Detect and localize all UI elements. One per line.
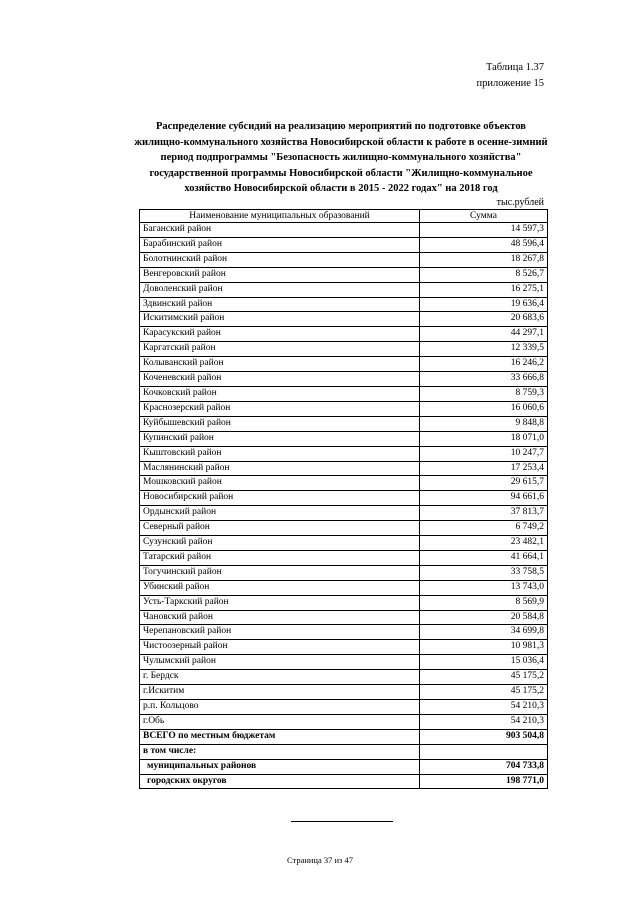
subsidy-sum: 10 247,7 — [420, 446, 548, 461]
subsidy-sum: 8 526,7 — [420, 267, 548, 282]
table-row — [140, 714, 548, 729]
subsidy-sum: 20 683,6 — [420, 312, 548, 327]
subsidy-sum: 94 661,6 — [420, 491, 548, 506]
subsidy-sum: 9 848,8 — [420, 416, 548, 431]
municipality-name: Баганский район — [140, 223, 420, 238]
table-row — [140, 506, 548, 521]
table-row — [140, 565, 548, 580]
municipality-name: Убинский район — [140, 580, 420, 595]
subsidy-sum: 33 758,5 — [420, 565, 548, 580]
subsidy-sum: 54 210,3 — [420, 700, 548, 715]
municipality-name: Тогучинский район — [140, 565, 420, 580]
subsidy-sum: 16 275,1 — [420, 282, 548, 297]
table-row — [140, 223, 548, 238]
table-row — [140, 446, 548, 461]
table-label: Таблица 1.37 — [485, 62, 544, 73]
municipality-name: г.Искитим — [140, 685, 420, 700]
subsidy-sum: 12 339,5 — [420, 342, 548, 357]
subsidy-sum: 17 253,4 — [420, 461, 548, 476]
municipality-name: Чистоозерный район — [140, 640, 420, 655]
table-row — [140, 655, 548, 670]
municipality-name: Чулымский район — [140, 655, 420, 670]
table-row — [140, 282, 548, 297]
municipality-name: Куйбышевский район — [140, 416, 420, 431]
subsidy-sum: 45 175,2 — [420, 670, 548, 685]
subsidy-sum: 14 597,3 — [420, 223, 548, 238]
municipality-name: р.п. Кольцово — [140, 700, 420, 715]
table-row — [140, 237, 548, 252]
subsidy-sum: 198 771,0 — [420, 774, 548, 789]
subsidy-table — [139, 209, 548, 789]
municipality-name: Черепановский район — [140, 625, 420, 640]
table-row — [140, 372, 548, 387]
table-row — [140, 536, 548, 551]
subsidy-sum: 54 210,3 — [420, 714, 548, 729]
municipality-name: Здвинский район — [140, 297, 420, 312]
table-header-row — [140, 210, 548, 223]
subsidy-sum: 8 569,9 — [420, 595, 548, 610]
document-header — [476, 60, 544, 92]
municipality-name: Карасукский район — [140, 327, 420, 342]
table-row — [140, 595, 548, 610]
municipality-name: Сузунский район — [140, 536, 420, 551]
municipality-name: ВСЕГО по местным бюджетам — [140, 729, 420, 744]
table-row — [140, 550, 548, 565]
subsidy-sum: 19 636,4 — [420, 297, 548, 312]
table-row — [140, 342, 548, 357]
subsidy-sum: 33 666,8 — [420, 372, 548, 387]
subsidy-sum: 23 482,1 — [420, 536, 548, 551]
table-row — [140, 297, 548, 312]
municipality-name: Новосибирский район — [140, 491, 420, 506]
municipality-name: Усть-Таркский район — [140, 595, 420, 610]
units-label: тыс.рублей — [496, 197, 544, 208]
column-header-sum: Сумма — [420, 210, 548, 223]
subsidy-sum: 18 071,0 — [420, 431, 548, 446]
page-number: Страница 37 из 47 — [286, 855, 354, 865]
municipality-name: Коченевский район — [140, 372, 420, 387]
subsidy-sum: 6 749,2 — [420, 521, 548, 536]
subsidy-sum: 29 615,7 — [420, 476, 548, 491]
subsidy-sum: 10 981,3 — [420, 640, 548, 655]
subsidy-sum — [420, 744, 548, 759]
subsidy-sum: 704 733,8 — [420, 759, 548, 774]
summary-row — [140, 774, 548, 789]
appendix-label: приложение 15 — [476, 78, 544, 89]
municipality-name: Доволенский район — [140, 282, 420, 297]
municipality-name: Венгеровский район — [140, 267, 420, 282]
subsidy-sum: 45 175,2 — [420, 685, 548, 700]
subsidy-sum: 34 699,8 — [420, 625, 548, 640]
municipality-name: городских округов — [140, 774, 420, 789]
footnote-divider — [291, 821, 393, 822]
summary-row — [140, 744, 548, 759]
subsidy-sum: 13 743,0 — [420, 580, 548, 595]
subsidy-sum: 20 584,8 — [420, 610, 548, 625]
table-row — [140, 610, 548, 625]
table-row — [140, 685, 548, 700]
summary-row — [140, 729, 548, 744]
municipality-name: Маслянинский район — [140, 461, 420, 476]
subsidy-sum: 48 596,4 — [420, 237, 548, 252]
document-title: Распределение субсидий на реализацию мероприятий по подготовке объектов жилищно-коммунального хозяйства Новосибирской области к работе в осенне-зимний период подпрограммы "Безопасность жилищно-коммунального хозяйства" государственной программы Новосибирской области "Жилищно-коммунальное хозяйство Новосибирской области в 2015 - 2022 годах" на 2018 год — [134, 121, 548, 194]
municipality-name: Колыванский район — [140, 357, 420, 372]
subsidy-sum: 18 267,8 — [420, 252, 548, 267]
table-row — [140, 461, 548, 476]
column-header-name: Наименование муниципальных образований — [140, 210, 420, 223]
subsidy-sum: 903 504,8 — [420, 729, 548, 744]
subsidy-sum: 16 060,6 — [420, 401, 548, 416]
municipality-name: Северный район — [140, 521, 420, 536]
municipality-name: г.Обь — [140, 714, 420, 729]
table-row — [140, 700, 548, 715]
table-row — [140, 267, 548, 282]
municipality-name: Чановский район — [140, 610, 420, 625]
municipality-name: Болотнинский район — [140, 252, 420, 267]
municipality-name: Барабинский район — [140, 237, 420, 252]
subsidy-sum: 15 036,4 — [420, 655, 548, 670]
subsidy-sum: 41 664,1 — [420, 550, 548, 565]
municipality-name: Татарский район — [140, 550, 420, 565]
municipality-name: Кыштовский район — [140, 446, 420, 461]
municipality-name: Краснозерский район — [140, 401, 420, 416]
subsidy-sum: 37 813,7 — [420, 506, 548, 521]
summary-row — [140, 759, 548, 774]
municipality-name: Купинский район — [140, 431, 420, 446]
table-row — [140, 327, 548, 342]
table-row — [140, 625, 548, 640]
subsidy-sum: 8 759,3 — [420, 386, 548, 401]
table-row — [140, 252, 548, 267]
municipality-name: Каргатский район — [140, 342, 420, 357]
municipality-name: Искитимский район — [140, 312, 420, 327]
table-row — [140, 401, 548, 416]
table-row — [140, 312, 548, 327]
table-body — [140, 223, 548, 730]
table-summary — [140, 729, 548, 789]
municipality-name: в том числе: — [140, 744, 420, 759]
table-row — [140, 491, 548, 506]
municipality-name: муниципальных районов — [140, 759, 420, 774]
table-row — [140, 386, 548, 401]
municipality-name: Ордынский район — [140, 506, 420, 521]
table-row — [140, 580, 548, 595]
table-row — [140, 670, 548, 685]
table-row — [140, 521, 548, 536]
municipality-name: г. Бердск — [140, 670, 420, 685]
table-row — [140, 357, 548, 372]
subsidy-sum: 16 246,2 — [420, 357, 548, 372]
table-row — [140, 640, 548, 655]
subsidy-sum: 44 297,1 — [420, 327, 548, 342]
table-row — [140, 431, 548, 446]
municipality-name: Кочковский район — [140, 386, 420, 401]
table-row — [140, 476, 548, 491]
table-row — [140, 416, 548, 431]
municipality-name: Мошковский район — [140, 476, 420, 491]
